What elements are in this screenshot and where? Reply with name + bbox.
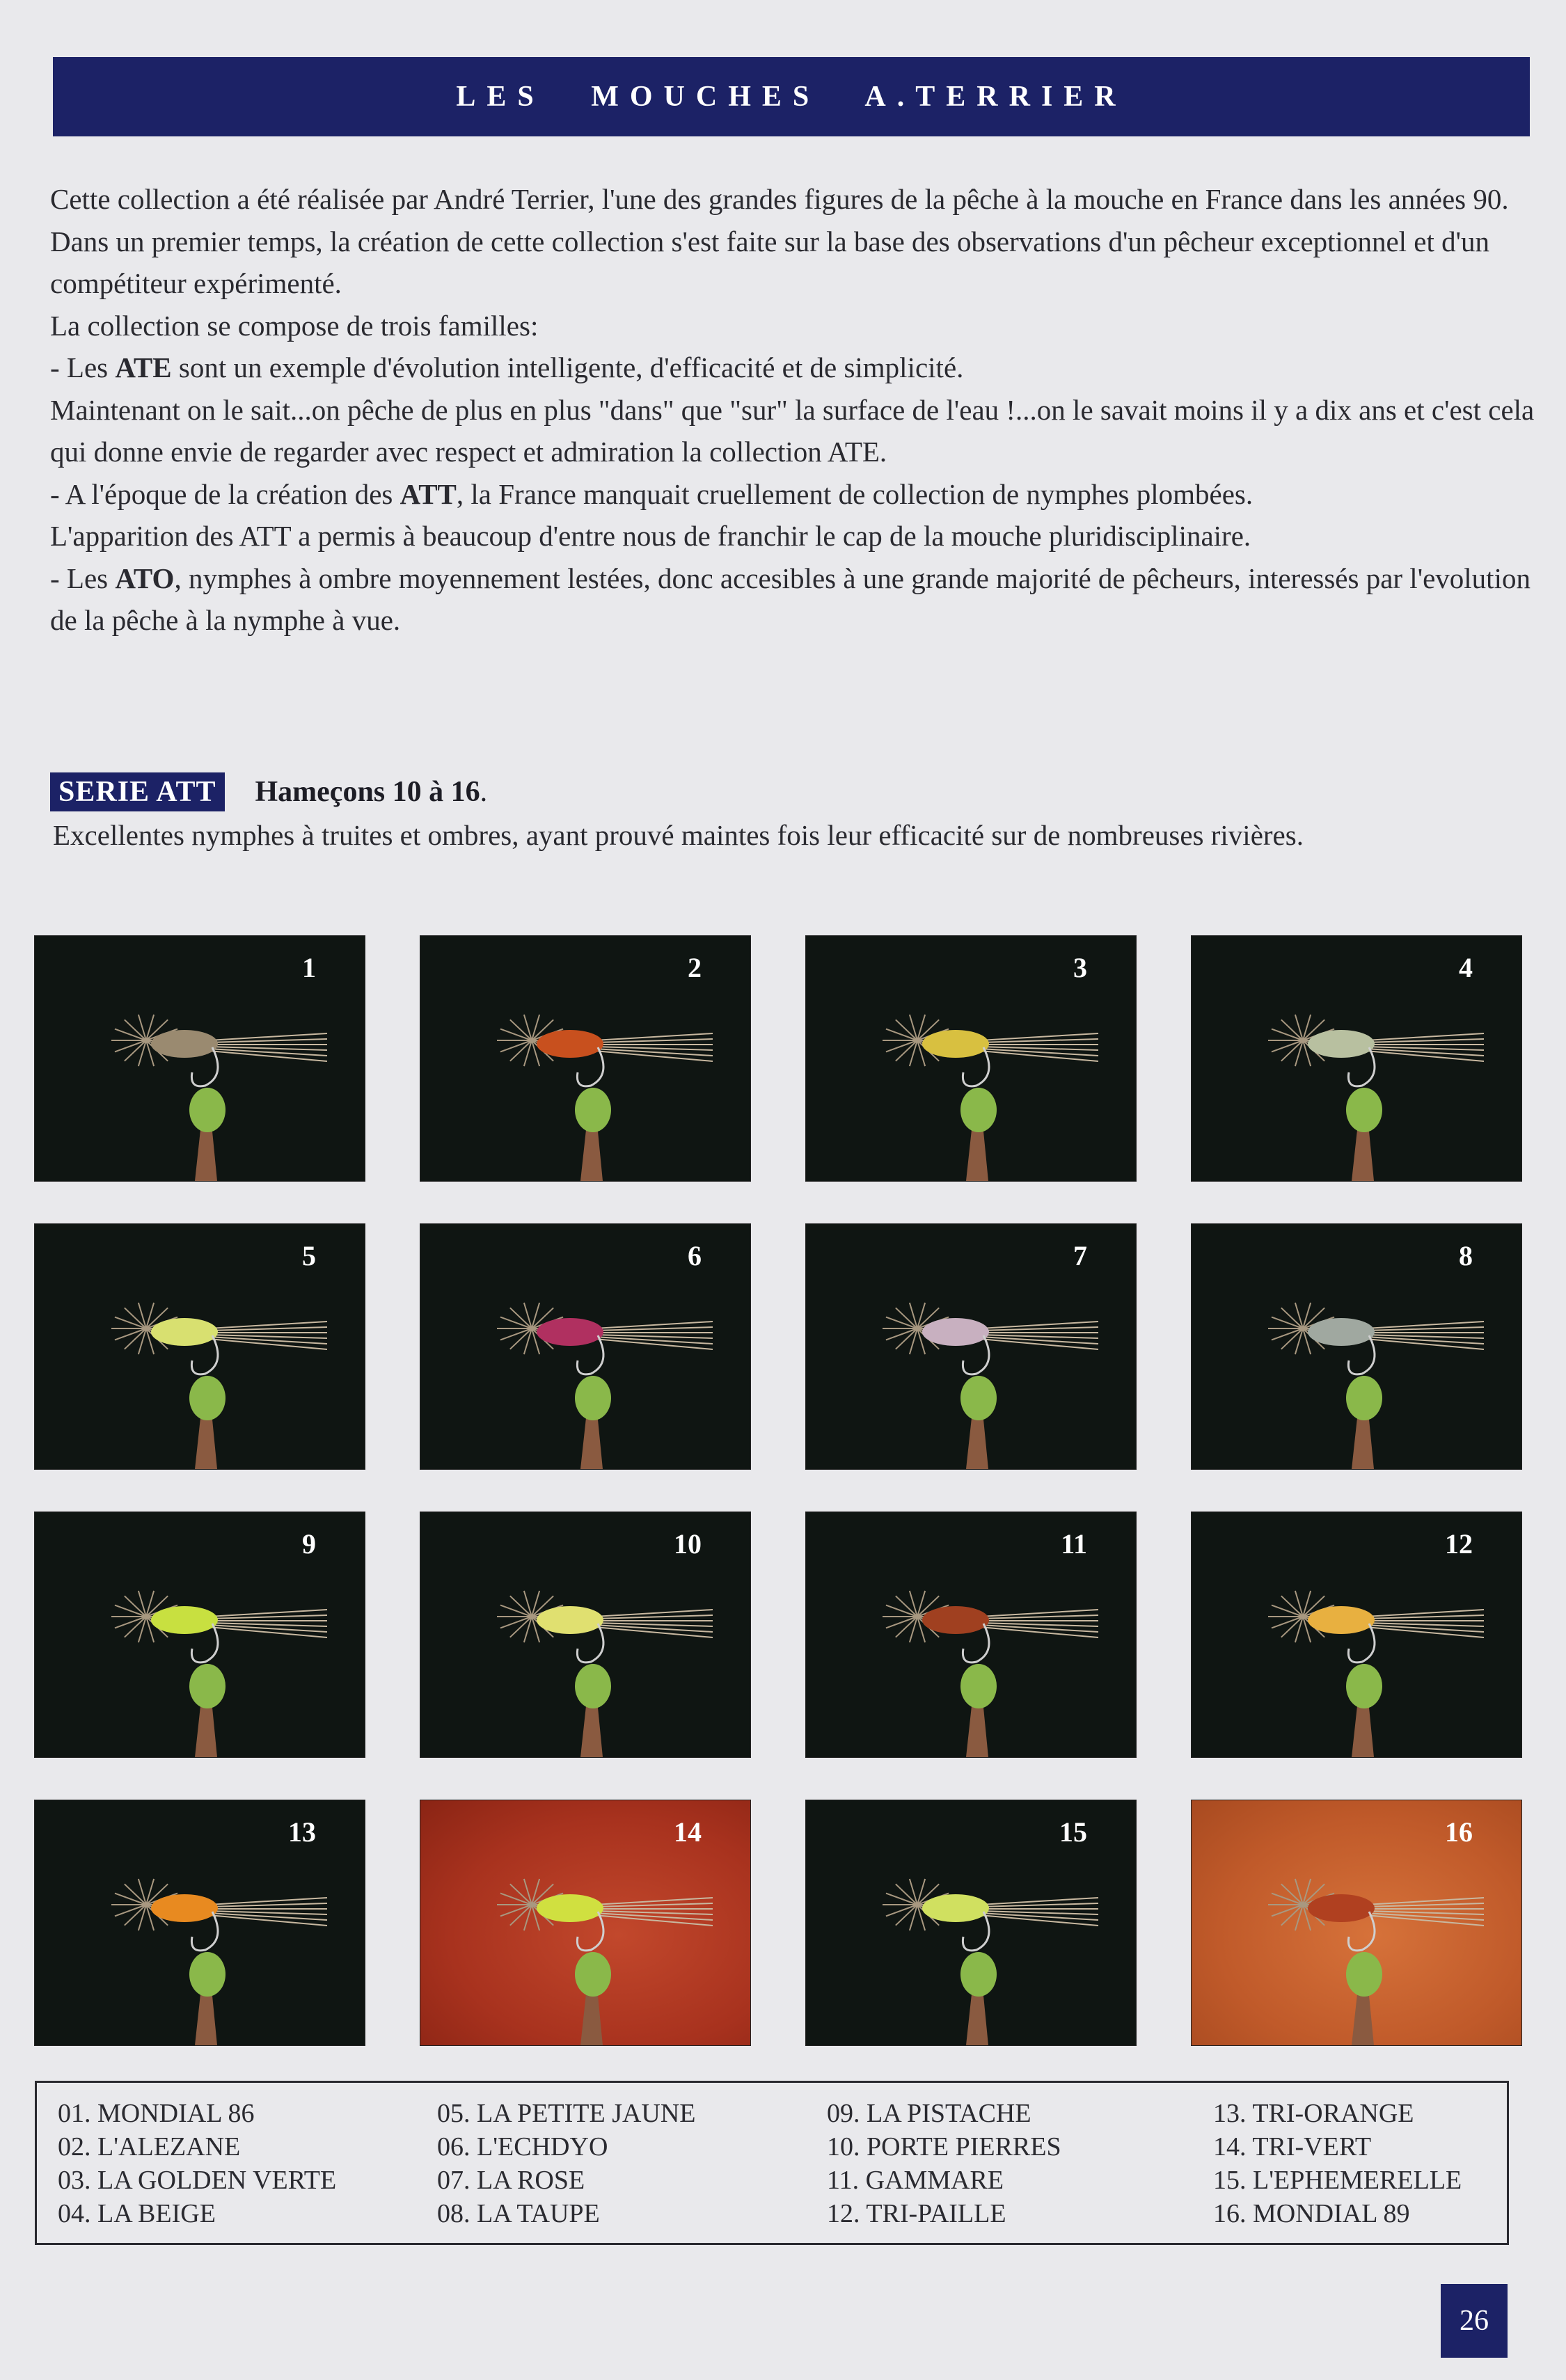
fly-body-shape	[537, 1030, 603, 1058]
fly-number: 4	[1459, 952, 1473, 983]
fly-number: 11	[1061, 1528, 1087, 1560]
intro-paragraph-3: La collection se compose de trois familles:	[50, 309, 539, 342]
fly-body-shape	[151, 1030, 218, 1058]
bud-shape	[575, 1088, 611, 1132]
fly-body-shape	[922, 1318, 989, 1346]
fly-body-shape	[1308, 1606, 1375, 1634]
legend-item: 12. TRI-PAILLE	[827, 2199, 1006, 2228]
fly-photo	[1192, 1800, 1521, 2045]
fly-body-shape	[537, 1894, 603, 1922]
intro-paragraph-7: L'apparition des ATT a permis à beaucoup d'entre nous de franchir le cap de la mouche pluridisciplinaire.	[50, 520, 1251, 552]
tail-shape	[594, 1322, 713, 1349]
family-ate: ATE	[115, 351, 172, 383]
fly-body-shape	[922, 1894, 989, 1922]
fly-body-shape	[1308, 1318, 1375, 1346]
page-number: 26	[1441, 2284, 1508, 2358]
fly-photo	[1192, 1224, 1521, 1469]
intro-paragraph-att: - A l'époque de la création des ATT, la France manquait cruellement de collection de nymphes plombées.	[50, 477, 1253, 510]
bud-shape	[960, 1952, 997, 1997]
fly-photo	[806, 936, 1136, 1181]
tail-shape	[1366, 1898, 1484, 1926]
bud-shape	[960, 1664, 997, 1708]
serie-tag: SERIE ATT	[50, 772, 225, 811]
tail-shape	[594, 1610, 713, 1637]
fly-body-shape	[922, 1606, 989, 1634]
tail-shape	[1366, 1322, 1484, 1349]
intro-paragraph-5: Maintenant on le sait...on pêche de plus en plus "dans" que "sur" la surface de l'eau !...on le savait moins il y a dix ans et c'est cela qui donne envie de regarder avec respect et admiration la collection ATE.	[50, 393, 1535, 468]
fly-body-shape	[151, 1894, 218, 1922]
fly-photo	[420, 936, 750, 1181]
fly-body-shape	[537, 1318, 603, 1346]
bud-shape	[189, 1952, 226, 1997]
fly-number: 1	[302, 952, 316, 983]
bud-shape	[1346, 1088, 1382, 1132]
fly-photo	[35, 1224, 365, 1469]
bud-shape	[1346, 1952, 1382, 1997]
fly-photo	[420, 1512, 750, 1757]
fly-photo	[806, 1512, 1136, 1757]
bud-shape	[575, 1952, 611, 1997]
legend-item: 15. L'EPHEMERELLE	[1213, 2166, 1462, 2195]
fly-number: 13	[288, 1816, 316, 1848]
family-ato: ATO	[115, 562, 175, 594]
legend-item: 06. L'ECHDYO	[437, 2132, 608, 2161]
fly-number: 6	[688, 1240, 702, 1271]
bud-shape	[1346, 1376, 1382, 1420]
fly-number: 2	[688, 952, 702, 983]
fly-number: 9	[302, 1528, 316, 1560]
bud-shape	[189, 1376, 226, 1420]
fly-body-shape	[922, 1030, 989, 1058]
fly-photo	[35, 1512, 365, 1757]
tail-shape	[209, 1898, 327, 1926]
tail-shape	[1366, 1610, 1484, 1637]
legend-item: 09. LA PISTACHE	[827, 2099, 1031, 2128]
legend-column-1	[58, 2097, 437, 2243]
fly-photo	[420, 1800, 750, 2045]
legend-item: 02. L'ALEZANE	[58, 2132, 241, 2161]
legend-item: 16. MONDIAL 89	[1213, 2199, 1410, 2228]
intro-paragraph-ato: - Les ATO, nymphes à ombre moyennement lestées, donc accesibles à une grande majorité de pêcheurs, interessés par l'evolution de la pêche à la nymphe à vue.	[50, 562, 1531, 636]
tail-shape	[980, 1610, 1098, 1637]
fly-photo	[1192, 1512, 1521, 1757]
tail-shape	[980, 1322, 1098, 1349]
tail-shape	[980, 1033, 1098, 1061]
tail-shape	[1366, 1033, 1484, 1061]
fly-photo	[420, 1224, 750, 1469]
fly-legend	[35, 2081, 1509, 2245]
fly-number: 14	[674, 1816, 702, 1848]
legend-column-4	[1213, 2097, 1526, 2243]
serie-heading	[50, 772, 1540, 811]
tail-shape	[594, 1033, 713, 1061]
fly-number: 12	[1445, 1528, 1473, 1560]
fly-photo-grid	[35, 936, 1531, 2063]
bud-shape	[575, 1664, 611, 1708]
bud-shape	[575, 1376, 611, 1420]
tail-shape	[209, 1322, 327, 1349]
fly-photo	[806, 1800, 1136, 2045]
fly-number: 15	[1059, 1816, 1087, 1848]
fly-body-shape	[1308, 1894, 1375, 1922]
tail-shape	[980, 1898, 1098, 1926]
fly-number: 10	[674, 1528, 702, 1560]
tail-shape	[209, 1610, 327, 1637]
fly-number: 8	[1459, 1240, 1473, 1271]
legend-item: 14. TRI-VERT	[1213, 2132, 1372, 2161]
fly-body-shape	[1308, 1030, 1375, 1058]
legend-item: 11. GAMMARE	[827, 2166, 1004, 2195]
fly-photo	[1192, 936, 1521, 1181]
fly-body-shape	[151, 1606, 218, 1634]
fly-photo	[35, 936, 365, 1181]
legend-item: 07. LA ROSE	[437, 2166, 585, 2195]
bud-shape	[189, 1664, 226, 1708]
legend-item: 04. LA BEIGE	[58, 2199, 216, 2228]
fly-number: 3	[1073, 952, 1087, 983]
legend-column-2	[437, 2097, 827, 2243]
tail-shape	[594, 1898, 713, 1926]
legend-column-3	[827, 2097, 1213, 2243]
serie-description: Excellentes nymphes à truites et ombres, ayant prouvé maintes fois leur efficacité sur de nombreuses rivières.	[53, 819, 1304, 851]
fly-number: 16	[1445, 1816, 1473, 1848]
bud-shape	[960, 1376, 997, 1420]
bud-shape	[1346, 1664, 1382, 1708]
legend-item: 10. PORTE PIERRES	[827, 2132, 1061, 2161]
legend-item: 08. LA TAUPE	[437, 2199, 600, 2228]
legend-item: 01. MONDIAL 86	[58, 2099, 255, 2128]
intro-paragraph-1: Cette collection a été réalisée par André Terrier, l'une des grandes figures de la pêche à la mouche en France dans les années 90.	[50, 183, 1509, 215]
bud-shape	[189, 1088, 226, 1132]
serie-hook-sizes: Hameçons 10 à 16.	[255, 776, 488, 808]
legend-item: 03. LA GOLDEN VERTE	[58, 2166, 337, 2195]
intro-paragraph-ate: - Les ATE sont un exemple d'évolution intelligente, d'efficacité et de simplicité.	[50, 351, 964, 383]
fly-photo	[35, 1800, 365, 2045]
page-banner-title: LES MOUCHES A.TERRIER	[53, 57, 1530, 136]
fly-number: 5	[302, 1240, 316, 1271]
fly-photo	[806, 1224, 1136, 1469]
intro-paragraph-2: Dans un premier temps, la création de cette collection s'est faite sur la base des observations d'un pêcheur exceptionnel et d'un compétiteur expérimenté.	[50, 225, 1490, 299]
fly-body-shape	[151, 1318, 218, 1346]
fly-number: 7	[1073, 1240, 1087, 1271]
legend-item: 05. LA PETITE JAUNE	[437, 2099, 696, 2128]
intro-text	[50, 178, 1540, 642]
family-att: ATT	[400, 477, 457, 510]
bud-shape	[960, 1088, 997, 1132]
fly-body-shape	[537, 1606, 603, 1634]
tail-shape	[209, 1033, 327, 1061]
legend-item: 13. TRI-ORANGE	[1213, 2099, 1414, 2128]
